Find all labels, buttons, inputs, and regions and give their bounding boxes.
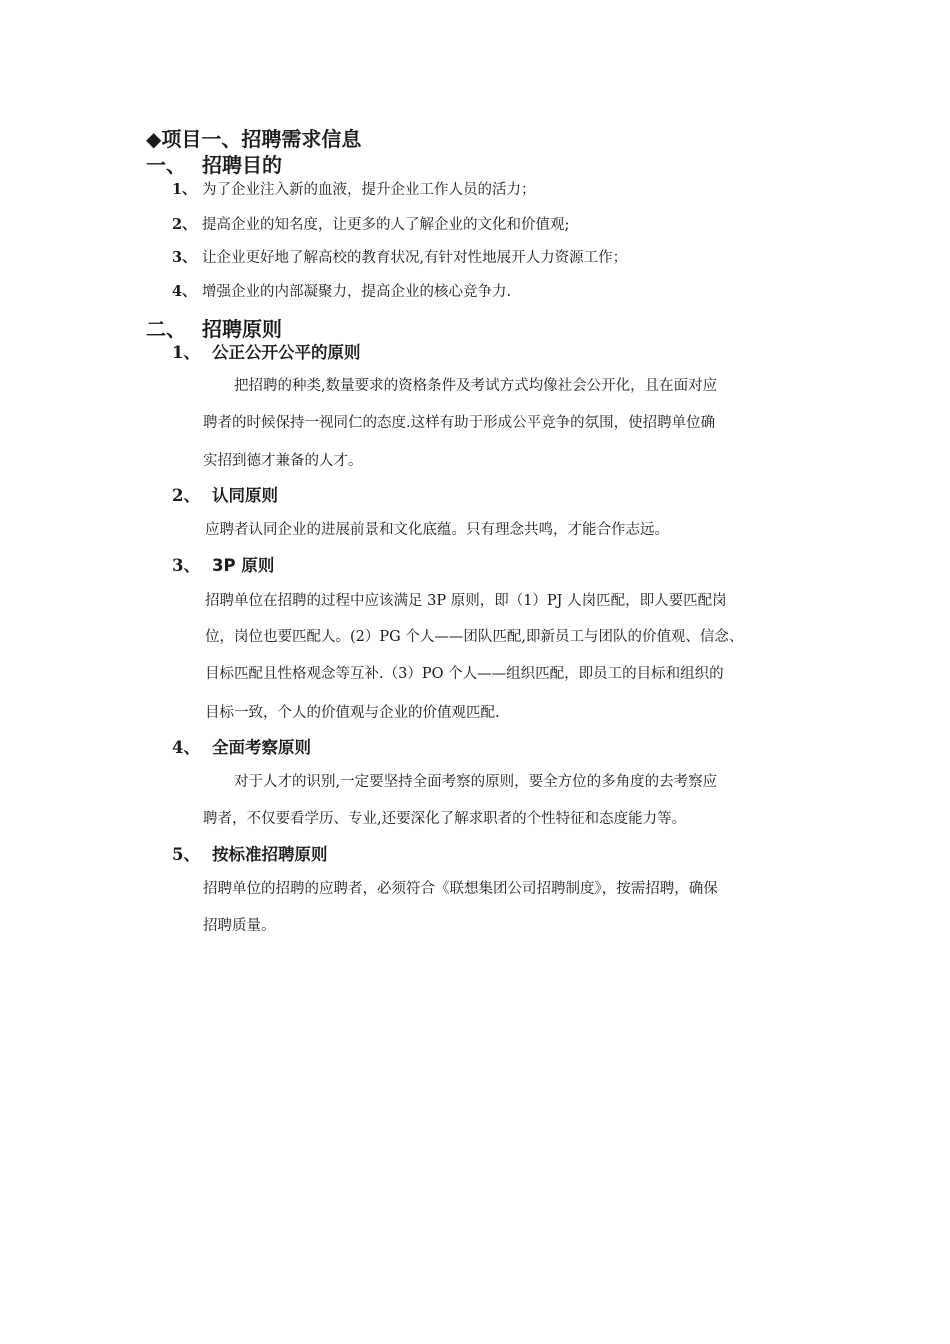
principle-title: 认同原则 [212,486,278,505]
principle-number: 5、 [172,845,200,864]
purpose-item-number: 3、 [172,249,197,266]
principle-4-heading [172,734,311,758]
principle-number: 2、 [172,486,200,505]
project-title: ◆项目一、招聘需求信息 [146,127,362,151]
principle-1-heading [172,339,361,363]
principle-3-line-4: 目标一致，个人的价值观与企业的价值观匹配. [205,705,500,721]
principle-1-line-2: 聘者的时候保持一视同仁的态度.这样有助于形成公平竞争的氛围，使招聘单位确 [203,415,716,431]
principle-title: 3P 原则 [212,556,275,575]
purpose-item-3 [172,246,627,267]
purpose-item-text: 提高企业的知名度，让更多的人了解企业的文化和价值观; [202,217,570,233]
purpose-item-number: 4、 [172,283,197,300]
principle-number: 1、 [172,343,200,362]
principle-title: 按标准招聘原则 [212,845,328,864]
principle-3-line-2: 位，岗位也要匹配人。(2）PG 个人——团队匹配,即新员工与团队的价值观、信念、 [205,629,744,645]
principle-4-line-1: 对于人才的识别,一定要坚持全面考察的原则，要全方位的多角度的去考察应 [234,774,718,790]
principle-2-line-1: 应聘者认同企业的进展前景和文化底蕴。只有理念共鸣，才能合作志远。 [205,522,669,538]
principle-1-line-1: 把招聘的种类,数量要求的资格条件及考试方式均像社会公开化，且在面对应 [234,378,718,394]
principle-3-heading [172,552,274,576]
principle-number: 4、 [172,738,200,757]
section-1-heading [146,149,282,178]
section-2-title: 招聘原则 [202,317,282,341]
section-2-number: 二、 [146,317,186,341]
principle-number: 3、 [172,556,200,575]
principle-2-heading [172,482,278,506]
purpose-item-number: 1、 [172,181,197,198]
principle-5-heading [172,841,328,865]
principle-5-line-1: 招聘单位的招聘的应聘者，必须符合《联想集团公司招聘制度》，按需招聘，确保 [203,881,718,897]
purpose-item-text: 为了企业注入新的血液，提升企业工作人员的活力； [202,182,536,198]
principle-3-line-3: 目标匹配且性格观念等互补.（3）PO 个人——组织匹配，即员工的目标和组织的 [205,666,724,682]
principle-1-line-3: 实招到德才兼备的人才。 [203,453,363,469]
section-1-number: 一、 [146,153,186,177]
purpose-item-text: 让企业更好地了解高校的教育状况,有针对性地展开人力资源工作； [202,250,628,266]
principle-title: 公正公开公平的原则 [212,343,361,362]
purpose-item-4 [172,280,511,301]
section-2-heading [146,313,282,342]
purpose-item-number: 2、 [172,216,197,233]
principle-5-line-2: 招聘质量。 [203,918,276,934]
principle-3-line-1: 招聘单位在招聘的过程中应该满足 3P 原则，即（1）PJ 人岗匹配，即人要匹配岗 [205,593,727,609]
purpose-item-1 [172,178,536,199]
principle-4-line-2: 聘者，不仅要看学历、专业,还要深化了解求职者的个性特征和态度能力等。 [203,811,687,827]
section-1-title: 招聘目的 [202,153,282,177]
purpose-item-2 [172,213,569,234]
principle-title: 全面考察原则 [212,738,311,757]
purpose-item-text: 增强企业的内部凝聚力，提高企业的核心竞争力. [202,284,512,300]
